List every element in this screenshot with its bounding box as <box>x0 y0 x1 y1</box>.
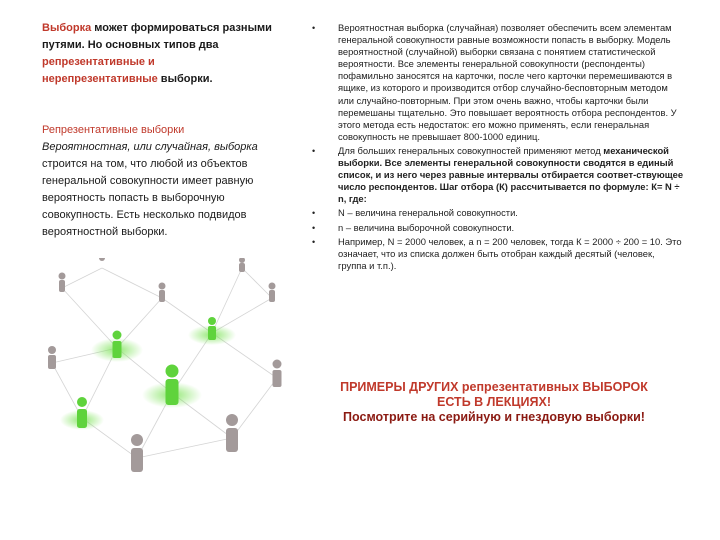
intro-text-1: может формироваться разными путями. Но основных типов два <box>42 22 272 51</box>
list-item <box>312 145 684 205</box>
bullet-text-5: Например, N = 2000 человек, а n = 200 человек, тогда К = 2000 ÷ 200 = 10. Это означает, что из списка должен быть отобран каждый десятый (человек, группа и т.п.). <box>338 235 682 271</box>
intro-text-2: выборки. <box>157 73 213 85</box>
term-types: репрезентативные и нерепрезентативные <box>42 56 158 85</box>
bullet-list <box>312 22 684 272</box>
probability-sample-term: Вероятностная, или случайная, выборка <box>42 141 258 153</box>
term-sample: Выборка <box>42 22 92 34</box>
list-item <box>312 22 684 143</box>
bullet-text-2b: механической выборки. Все элементы генеральной совокупности сводятся в единый список, и из него через равные интервалы отбирается соответ-ствующее число респондентов. Шаг отбора (К) рассчитывается по формуле: К= N ÷ n, где: <box>338 144 684 205</box>
representative-paragraph <box>42 139 272 241</box>
examples-line-1: ПРИМЕРЫ ДРУГИХ репрезентативных ВЫБОРОК <box>340 380 648 394</box>
left-column <box>42 20 272 241</box>
list-item <box>312 207 684 219</box>
bullet-icon: • <box>312 208 316 219</box>
examples-line-2: ЕСТЬ В ЛЕКЦИЯХ! <box>437 395 551 409</box>
bullet-text-4: n – величина выборочной совокупности. <box>338 221 515 233</box>
right-column <box>312 22 684 274</box>
bullet-icon: • <box>312 236 316 247</box>
examples-callout <box>304 380 684 425</box>
bullet-icon: • <box>312 23 316 33</box>
examples-line-3: Посмотрите на серийную и гнездовую выборки! <box>343 410 645 424</box>
intro-paragraph <box>42 20 272 88</box>
list-item <box>312 236 684 272</box>
bullet-text-2a: Для больших генеральных совокупностей применяют метод <box>338 144 604 156</box>
list-item <box>312 222 684 234</box>
network-people-illustration <box>42 258 292 473</box>
gray-people <box>48 258 282 472</box>
bullet-text-3: N – величина генеральной совокупности. <box>338 207 518 219</box>
representative-text: строится на том, что любой из объектов генеральной совокупности имеет равную вероятность попасть в выборочную совокупность. Есть несколько подвидов вероятностной выборки. <box>42 158 254 238</box>
bullet-text-1: Вероятностная выборка (случайная) позволяет обеспечить всем элементам генеральной совокупности равные возможности попасть в выборку. Модель вероятностной (случайной) выборки связана с понятием статистической вероятности. Все элементы генеральной совокупности (респонденты) пофамильно заносятся на карточки, после чего карточки перемешиваются в ящике, из которого и производится отбор случайно-бесповторным методом или случайно-повторным. При этом очень важно, чтобы карточки были перемешаны тщательно. Это повышает вероятность отбора респондентов. У этого метода есть недостаток: его можно применять, если генеральная совокупность не превышает 800-1000 единиц. <box>338 22 677 142</box>
bullet-icon: • <box>312 145 316 156</box>
bullet-icon: • <box>312 222 316 233</box>
representative-heading: Репрезентативные выборки <box>42 124 185 136</box>
